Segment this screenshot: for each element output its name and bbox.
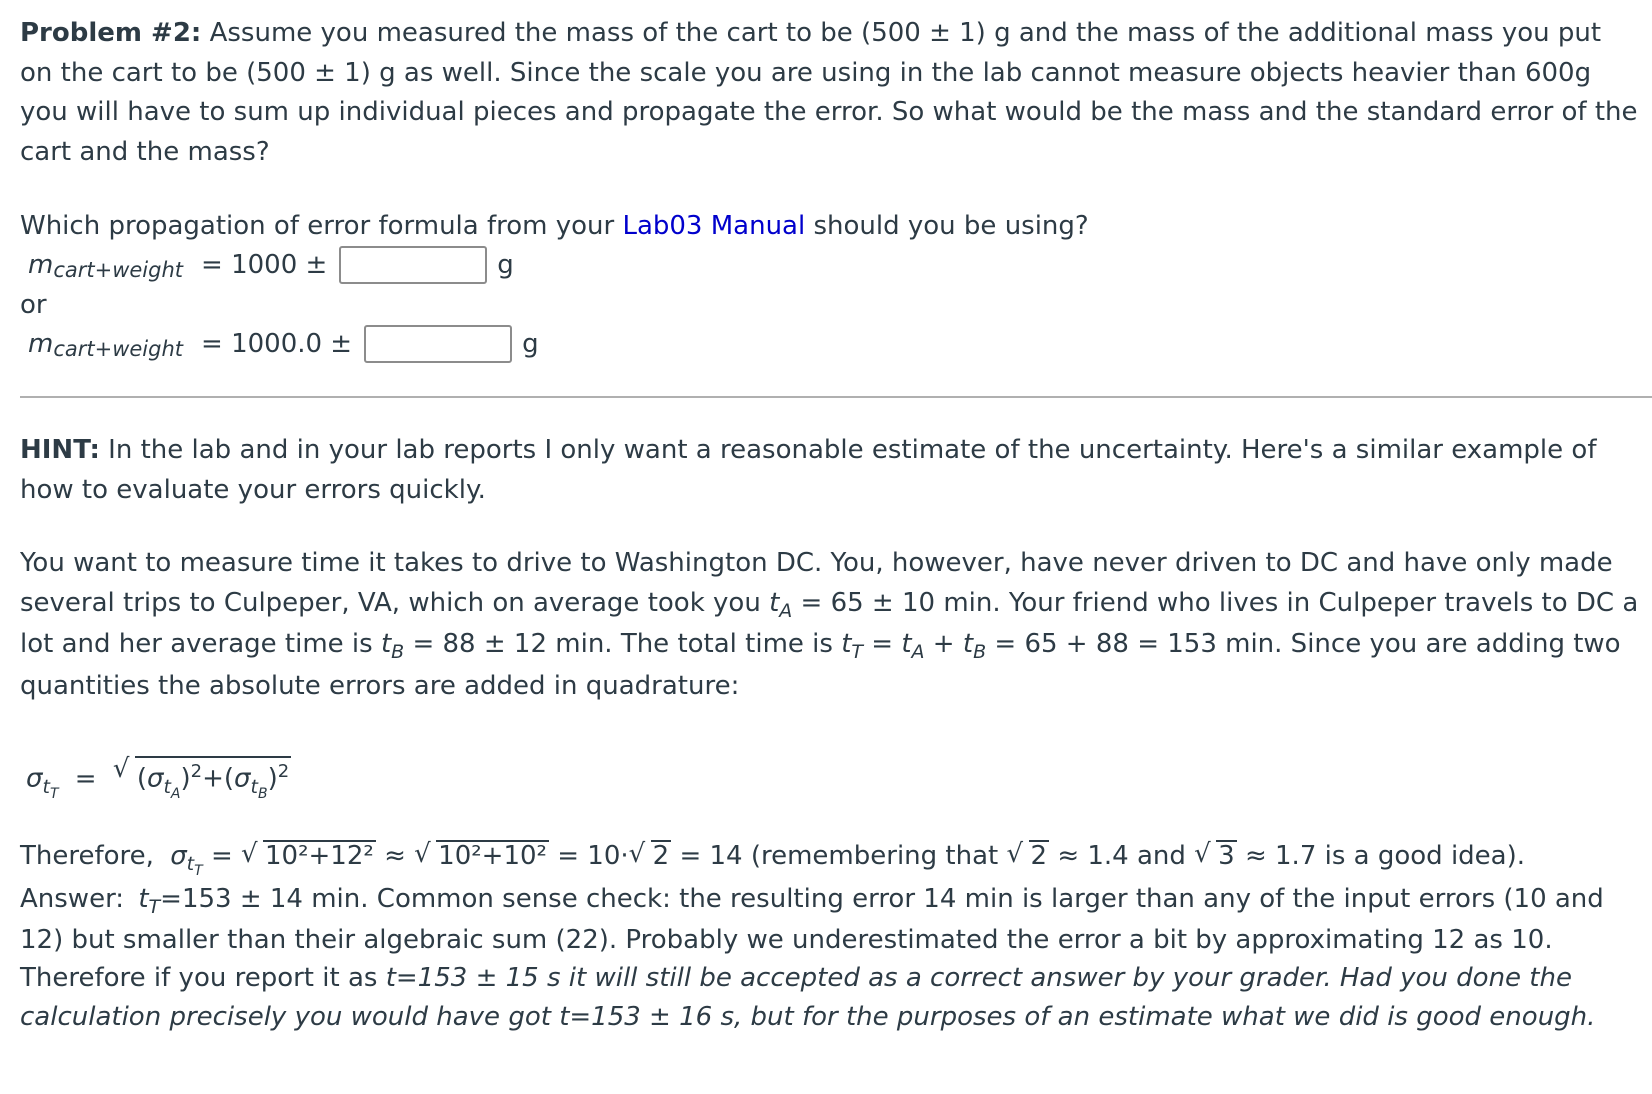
report-value: t=153 ± 15 s it will still be accepted as a correct answer by your grader. Had you done the calculation precisely you would have got bbox=[20, 963, 1572, 1032]
question-suffix: should you be using? bbox=[805, 211, 1089, 241]
mass-subscript: cart+weight bbox=[53, 258, 184, 282]
calc-4: = 14 (remembering that bbox=[679, 841, 999, 871]
example-paragraph: You want to measure time it takes to drive to Washington DC. You, however, have never driven to DC and have only made several trips to Culpeper, VA, which on average took you $t_A = 65 \pm 10$ min. Your friend who lives in Culpeper travels to DC a lot and her average time is $t_B = 88 \pm 12$ min. The total time is $t_T = t_A + t_B = 65 + 88 = 153$ min. Since you are adding two quantities the absolute errors are added in quadrature: bbox=[20, 548, 1639, 702]
uncertainty-input-2[interactable] bbox=[364, 325, 512, 363]
question-line bbox=[20, 207, 1089, 247]
section-divider bbox=[20, 396, 1652, 398]
tT-equation: = 65 + 88 = 153 min. Since you are adding two quantities the absolute errors are added in quadrature: bbox=[20, 629, 1621, 702]
question-prefix: Which propagation of error formula from your bbox=[20, 211, 623, 241]
problem-statement bbox=[20, 14, 1640, 173]
tB-symbol: $t_B$ bbox=[380, 629, 405, 664]
example-intro: You want to measure time it takes to drive to Washington DC. You, however, have never driven to DC and have only made several trips to Culpeper, VA, which on average took you bbox=[20, 548, 1613, 618]
answer-text: =153 ± 14 min. Common sense check: the resulting error 14 min is larger than any of the input errors (10 and 12) but smaller than their algebraic sum (22). Probably we underestimated the error a bit by approximating 12 as 10. Therefore if you report it as bbox=[20, 884, 1604, 993]
mass-subscript-2: cart+weight bbox=[53, 337, 184, 361]
sqrt-formula: √ $(\sigma_{t_A})^2+(\sigma_{t_B})^2$ bbox=[113, 756, 291, 801]
calc-2: 10²+10² bbox=[438, 841, 547, 871]
problem-text: Assume you measured the mass of the cart to be (500 ± 1) g and the mass of the additional mass you put on the cart to be (500 ± 1) g as well. Since the scale you are using in the lab cannot measure objects heavier than 600g you will have to sum up individual pieces and propagate the error. So what would be the mass and the standard error of the cart and the mass? bbox=[20, 18, 1638, 168]
tA-symbol: $t_A$ bbox=[769, 587, 793, 622]
quadrature-formula: $\sigma_{t_T}$ = √ $(\sigma_{t_A})^2+(\sigma_{t_B})^2$ bbox=[26, 756, 291, 801]
therefore-label: Therefore, bbox=[20, 841, 154, 871]
mass-variable: m bbox=[28, 250, 54, 280]
or-label: or bbox=[20, 290, 47, 320]
answer-paragraph: Answer: $t_T=153 \pm 14$ min. Common sense check: the resulting error 14 min is larger than any of the input errors (10 and 12) but smaller than their algebraic sum (22). Probably we underestimated the error a bit by approximating 12 as 10. Therefore if you report it as t=153 ± 15 s it will still be accepted as a correct answer by your grader. Had you done the calculation precisely you would have got t=153 ± 16 s, but for the purposes of an estimate what we did is good enough. bbox=[20, 884, 1604, 1032]
hint-label: HINT: bbox=[20, 435, 100, 465]
lab-manual-link[interactable]: Lab03 Manual bbox=[622, 211, 806, 241]
answer-line-2 bbox=[28, 322, 539, 366]
precise-value: t=153 ± 16 s, but for the purposes of an estimate what we did is good enough. bbox=[559, 1001, 1596, 1032]
unit-label-2: g bbox=[522, 329, 539, 359]
uncertainty-input-1[interactable] bbox=[339, 246, 487, 284]
calc-3: = 10· bbox=[557, 841, 629, 871]
answer-2-value: = 1000.0 ± bbox=[201, 329, 353, 359]
approx-sqrt3: ≈ 1.7 is a good idea). bbox=[1244, 841, 1526, 871]
problem-label: Problem #2: bbox=[20, 18, 202, 48]
tB-value: = 88 ± 12 min. The total time is bbox=[412, 629, 833, 660]
therefore-line: Therefore, $\sigma_{t_T}$ = √ 10²+12² ≈ √ 10²+10² = 10·√ 2 = 14 (remembering that √ 2 ≈ 1.4 and √ 3 ≈ 1.7 is a good idea). bbox=[20, 836, 1525, 885]
sigma-symbol: σ bbox=[26, 763, 43, 794]
hint-paragraph bbox=[20, 431, 1640, 510]
hint-text: In the lab and in your lab reports I only want a reasonable estimate of the uncertainty. Here's a similar example of how to evaluate your errors quickly. bbox=[20, 435, 1597, 505]
answer-label: Answer: bbox=[20, 884, 125, 914]
tA-value: = 65 ± 10 min. Your friend who lives in Culpeper travels to DC a lot and her average time is bbox=[20, 587, 1639, 660]
approx-sqrt2: ≈ 1.4 and bbox=[1057, 841, 1186, 871]
unit-label-1: g bbox=[497, 250, 514, 280]
calc-1: 10²+12² bbox=[265, 841, 374, 871]
answer-1-value: = 1000 ± bbox=[201, 250, 328, 280]
mass-variable-2: m bbox=[28, 329, 54, 359]
tT-symbol: $t_T$ bbox=[841, 629, 864, 664]
answer-line-1 bbox=[28, 243, 514, 287]
